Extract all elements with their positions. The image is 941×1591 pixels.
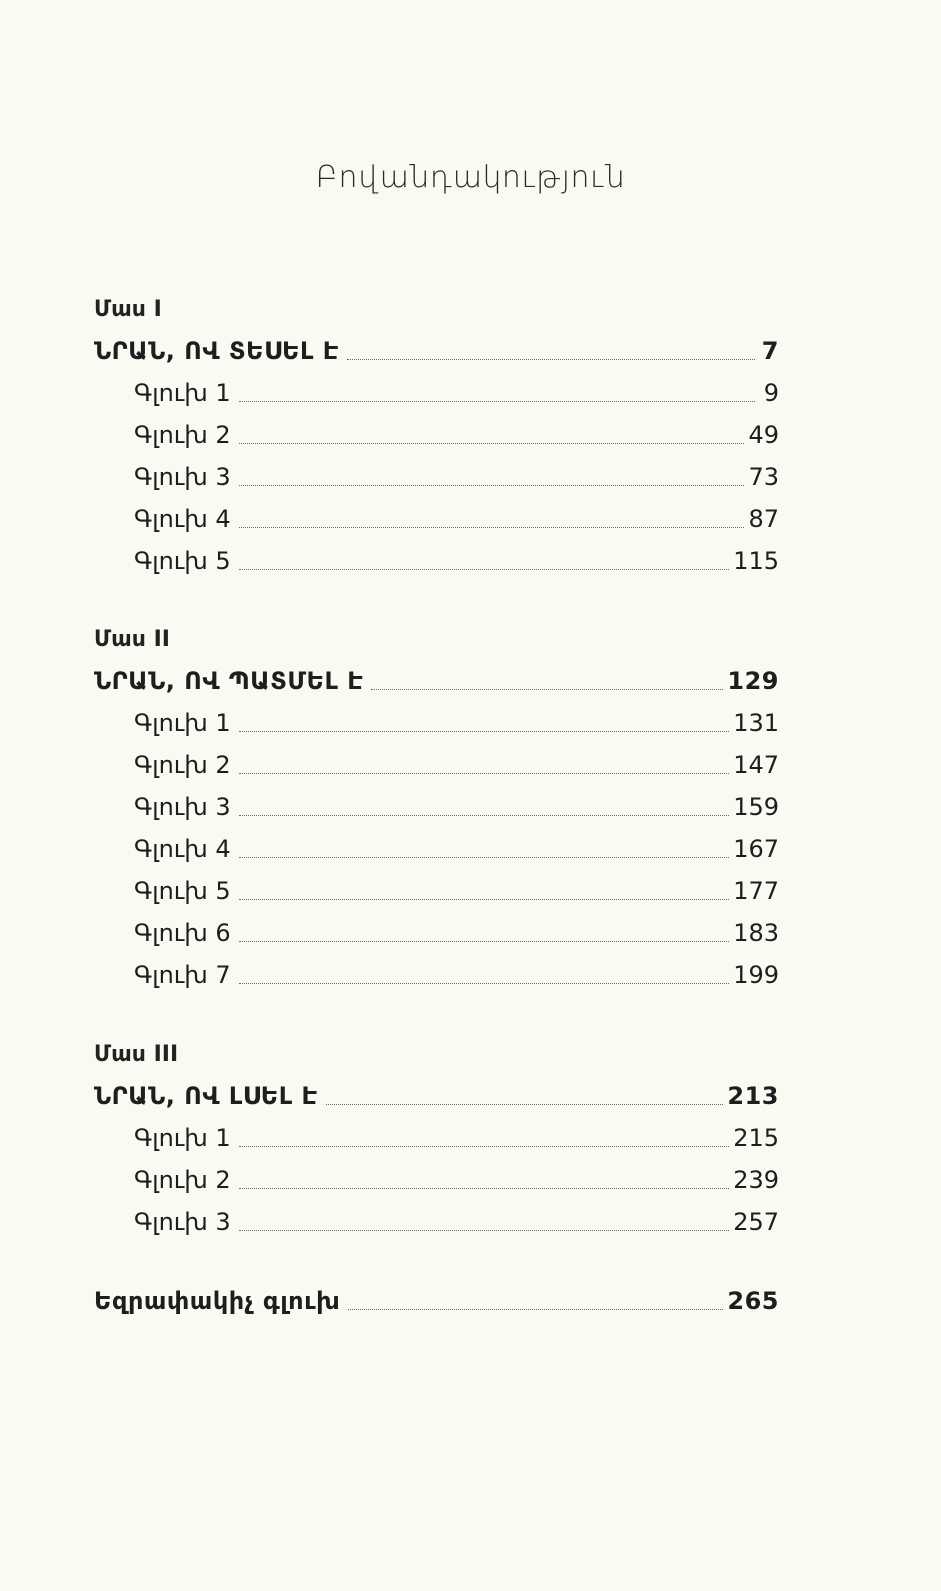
chapter-title: Գլուխ 1 [134, 709, 231, 737]
dot-leader [239, 982, 730, 984]
chapter-entry[interactable] [94, 786, 779, 828]
chapter-title: Գլուխ 2 [134, 751, 231, 779]
chapter-entry[interactable] [94, 912, 779, 954]
chapter-entry[interactable] [94, 954, 779, 996]
dot-leader [239, 400, 755, 402]
section-entry[interactable] [94, 330, 779, 372]
dot-leader [348, 1308, 723, 1310]
dot-leader [239, 940, 730, 942]
page-number: 265 [727, 1287, 779, 1315]
toc-epilogue [94, 1280, 779, 1322]
page-number: 257 [733, 1208, 779, 1236]
page-number: 215 [733, 1124, 779, 1152]
dot-leader [239, 898, 730, 900]
dot-leader [239, 814, 730, 816]
toc-part-1 [94, 290, 779, 582]
chapter-title: Գլուխ 5 [134, 877, 231, 905]
chapter-entry[interactable] [94, 414, 779, 456]
dot-leader [239, 856, 730, 858]
page-number: 129 [727, 667, 779, 695]
dot-leader [239, 1187, 730, 1189]
page-number: 177 [733, 877, 779, 905]
chapter-title: Գլուխ 1 [134, 1124, 231, 1152]
section-title: ՆՐԱՆ, ՈՎ ՊԱՏՄԵԼ Է [94, 667, 364, 695]
chapter-title: Գլուխ 2 [134, 1166, 231, 1194]
dot-leader [239, 772, 730, 774]
page-number: 7 [761, 337, 779, 365]
dot-leader [371, 688, 723, 690]
section-title: ՆՐԱՆ, ՈՎ ՏԵՍԵԼ Է [94, 337, 339, 365]
chapter-entry[interactable] [94, 1201, 779, 1243]
section-title: ՆՐԱՆ, ՈՎ ԼՍԵԼ Է [94, 1082, 318, 1110]
page-number: 147 [733, 751, 779, 779]
dot-leader [239, 526, 745, 528]
chapter-title: Գլուխ 6 [134, 919, 231, 947]
chapter-entry[interactable] [94, 702, 779, 744]
chapter-title: Գլուխ 3 [134, 793, 231, 821]
page-number: 73 [748, 463, 779, 491]
chapter-title: Գլուխ 7 [134, 961, 231, 989]
chapter-entry[interactable] [94, 540, 779, 582]
dot-leader [239, 484, 745, 486]
chapter-title: Գլուխ 4 [134, 835, 231, 863]
chapter-entry[interactable] [94, 498, 779, 540]
dot-leader [239, 1145, 730, 1147]
page-number: 131 [733, 709, 779, 737]
section-entry[interactable] [94, 1075, 779, 1117]
page-number: 239 [733, 1166, 779, 1194]
page-number: 9 [763, 379, 779, 407]
page-number: 87 [748, 505, 779, 533]
chapter-title: Գլուխ 3 [134, 463, 231, 491]
dot-leader [239, 1229, 730, 1231]
dot-leader [326, 1103, 724, 1105]
chapter-title: Գլուխ 2 [134, 421, 231, 449]
part-label: Մաս II [94, 627, 170, 652]
part-label: Մաս I [94, 297, 162, 322]
epilogue-entry[interactable] [94, 1280, 779, 1322]
chapter-title: Գլուխ 4 [134, 505, 231, 533]
page-number: 213 [727, 1082, 779, 1110]
page-number: 159 [733, 793, 779, 821]
chapter-title: Գլուխ 1 [134, 379, 231, 407]
chapter-entry[interactable] [94, 744, 779, 786]
dot-leader [239, 730, 730, 732]
chapter-title: Գլուխ 3 [134, 1208, 231, 1236]
toc-title: Բովանդակություն [315, 160, 626, 195]
epilogue-title: Եզրափակիչ գլուխ [94, 1287, 341, 1315]
part-label: Մաս III [94, 1042, 179, 1067]
page-number: 183 [733, 919, 779, 947]
page-number: 199 [733, 961, 779, 989]
chapter-entry[interactable] [94, 1117, 779, 1159]
chapter-entry[interactable] [94, 870, 779, 912]
page-number: 167 [733, 835, 779, 863]
dot-leader [347, 358, 755, 360]
chapter-entry[interactable] [94, 456, 779, 498]
dot-leader [239, 568, 730, 570]
toc-part-2 [94, 620, 779, 996]
page-number: 49 [748, 421, 779, 449]
chapter-entry[interactable] [94, 372, 779, 414]
chapter-entry[interactable] [94, 828, 779, 870]
toc-part-3 [94, 1035, 779, 1243]
chapter-title: Գլուխ 5 [134, 547, 231, 575]
dot-leader [239, 442, 745, 444]
section-entry[interactable] [94, 660, 779, 702]
chapter-entry[interactable] [94, 1159, 779, 1201]
page-number: 115 [733, 547, 779, 575]
